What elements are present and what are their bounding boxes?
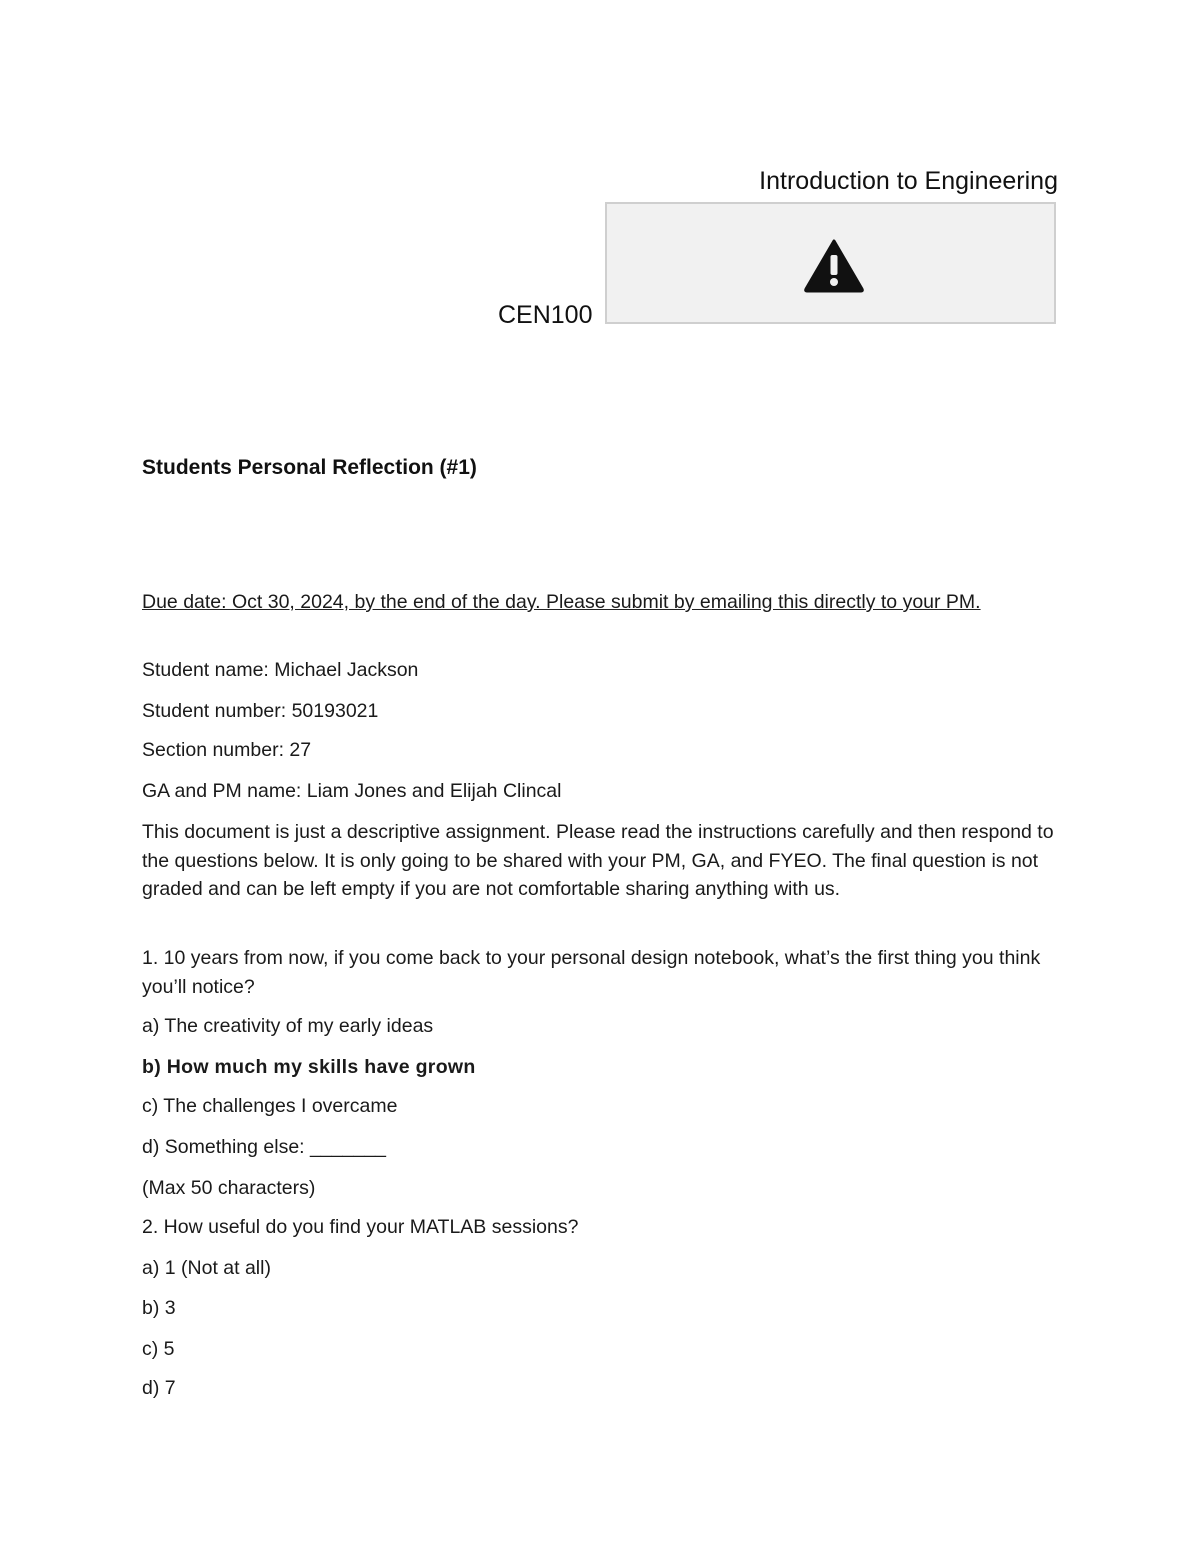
student-number: Student number: 50193021 bbox=[142, 700, 379, 722]
course-code: CEN100 bbox=[498, 301, 593, 329]
question-1-option-a: a) The creativity of my early ideas bbox=[142, 1015, 434, 1037]
question-2-option-b: b) 3 bbox=[142, 1297, 176, 1319]
broken-image-placeholder bbox=[605, 202, 1056, 324]
section-number: Section number: 27 bbox=[142, 739, 312, 761]
due-date: Due date: Oct 30, 2024, by the end of the day. Please submit by emailing this directly to your PM. bbox=[142, 591, 981, 613]
student-name: Student name: Michael Jackson bbox=[142, 659, 419, 681]
question-1-option-b-selected: b) How much my skills have grown bbox=[142, 1056, 476, 1078]
question-2-text: 2. How useful do you find your MATLAB sessions? bbox=[142, 1216, 579, 1238]
question-1-character-limit: (Max 50 characters) bbox=[142, 1177, 316, 1199]
document-heading: Students Personal Reflection (#1) bbox=[142, 456, 477, 479]
page-title: Introduction to Engineering bbox=[759, 167, 1058, 195]
ga-pm-name: GA and PM name: Liam Jones and Elijah Clincal bbox=[142, 780, 562, 802]
warning-icon bbox=[804, 239, 864, 293]
question-2-option-c: c) 5 bbox=[142, 1338, 175, 1360]
question-2-option-d: d) 7 bbox=[142, 1377, 176, 1399]
question-1-option-d: d) Something else: _______ bbox=[142, 1136, 386, 1158]
instructions-paragraph: This document is just a descriptive assignment. Please read the instructions carefully and then respond to the questions below. It is only going to be shared with your PM, GA, and FYEO. The final question is not graded and can be left empty if you are not comfortable sharing anything with us. bbox=[142, 821, 1054, 900]
question-1-option-c: c) The challenges I overcame bbox=[142, 1095, 398, 1117]
question-2-option-a: a) 1 (Not at all) bbox=[142, 1257, 271, 1279]
question-1-text: 1. 10 years from now, if you come back to your personal design notebook, what’s the first thing you think you’ll notice? bbox=[142, 947, 1041, 998]
